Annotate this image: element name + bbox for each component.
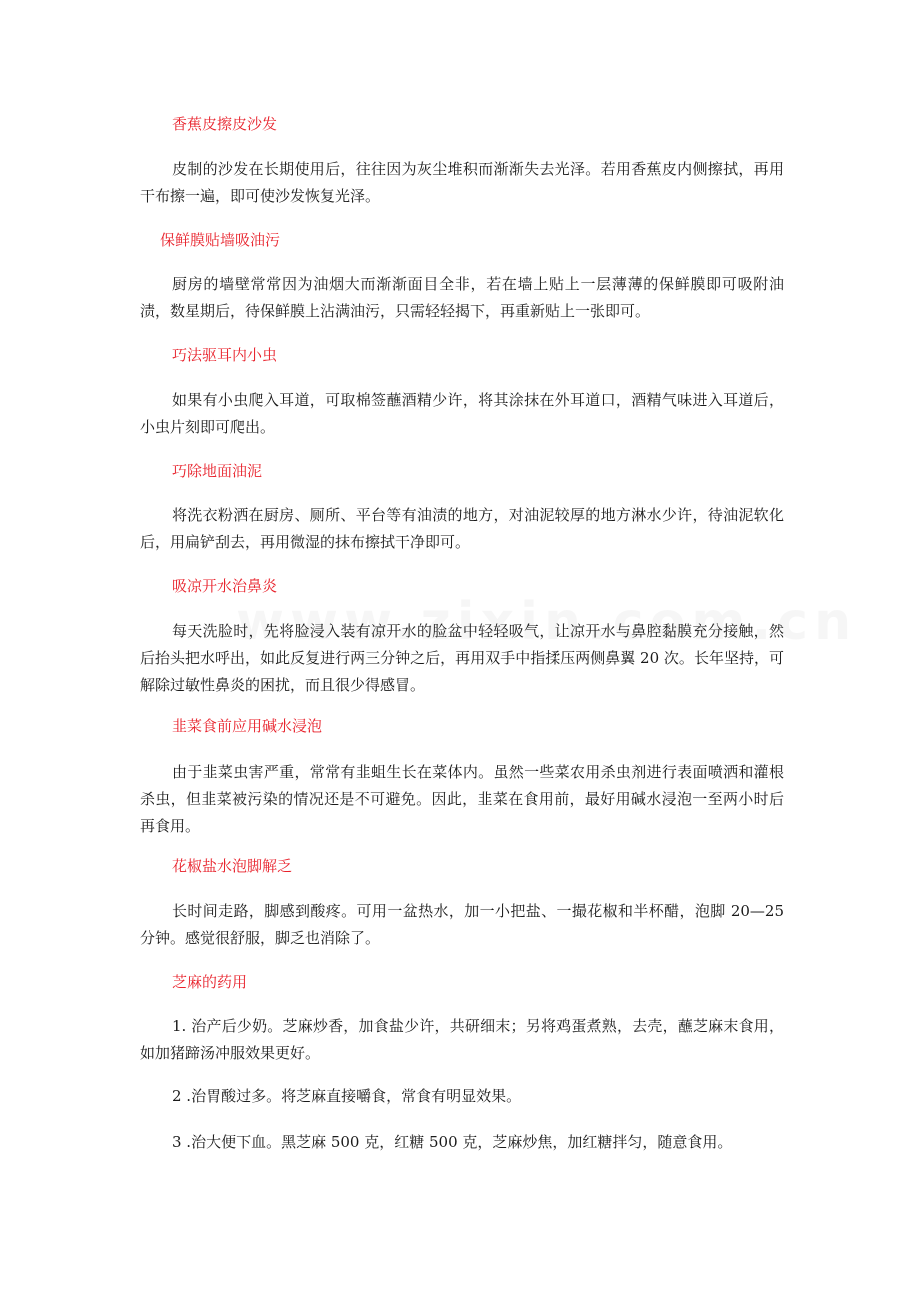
- section-paragraph: 厨房的墙壁常常因为油烟大而渐渐面目全非，若在墙上贴上一层薄薄的保鲜膜即可吸附油渍，数星期后，待保鲜膜上沾满油污，只需轻轻揭下，再重新贴上一张即可。: [140, 275, 784, 320]
- list-item: 1. 治产后少奶。芝麻炒香，加食盐少许，共研细末；另将鸡蛋煮熟，去壳，蘸芝麻末食用，如加猪蹄汤冲服效果更好。: [140, 1017, 784, 1062]
- section-paragraph: 由于韭菜虫害严重，常常有韭蛆生长在菜体内。虽然一些菜农用杀虫剂进行表面喷洒和灌根杀虫，但韭菜被污染的情况还是不可避免。因此，韭菜在食用前，最好用碱水浸泡一至两小时后再食用。: [140, 763, 784, 835]
- section-heading-chives: 韭菜食前应用碱水浸泡: [172, 717, 323, 735]
- section-heading-rhinitis: 吸凉开水治鼻炎: [172, 577, 278, 595]
- section-heading-floor-grease: 巧除地面油泥: [172, 462, 263, 480]
- section-paragraph: 皮制的沙发在长期使用后，往往因为灰尘堆积而渐渐失去光泽。若用香蕉皮内侧擦拭，再用干布擦一遍，即可使沙发恢复光泽。: [140, 160, 784, 205]
- section-heading-sesame: 芝麻的药用: [172, 973, 248, 991]
- section-heading-banana-peel: 香蕉皮擦皮沙发: [172, 115, 278, 133]
- section-heading-foot-soak: 花椒盐水泡脚解乏: [172, 857, 293, 875]
- list-item: 2 .治胃酸过多。将芝麻直接嚼食，常食有明显效果。: [172, 1087, 522, 1105]
- section-paragraph: 长时间走路，脚感到酸疼。可用一盆热水，加一小把盐、一撮花椒和半杯醋，泡脚 20—25 分钟。感觉很舒服，脚乏也消除了。: [140, 902, 784, 947]
- section-paragraph: 每天洗脸时，先将脸浸入装有凉开水的脸盆中轻轻吸气，让凉开水与鼻腔黏膜充分接触，然后抬头把水呼出，如此反复进行两三分钟之后，再用双手中指揉压两侧鼻翼 20 次。长年坚持，可解除过敏性鼻炎的困扰，而且很少得感冒。: [140, 622, 784, 694]
- section-heading-cling-film: 保鲜膜贴墙吸油污: [160, 231, 281, 249]
- section-paragraph: 将洗衣粉洒在厨房、厕所、平台等有油渍的地方，对油泥较厚的地方淋水少许，待油泥软化后，用扁铲刮去，再用微湿的抹布擦拭干净即可。: [140, 506, 784, 551]
- list-item: 3 .治大便下血。黑芝麻 500 克，红糖 500 克，芝麻炒焦，加红糖拌匀，随意食用。: [172, 1133, 733, 1151]
- section-paragraph: 如果有小虫爬入耳道，可取棉签蘸酒精少许，将其涂抹在外耳道口，酒精气味进入耳道后，小虫片刻即可爬出。: [140, 391, 784, 436]
- section-heading-ear-insect: 巧法驱耳内小虫: [172, 346, 278, 364]
